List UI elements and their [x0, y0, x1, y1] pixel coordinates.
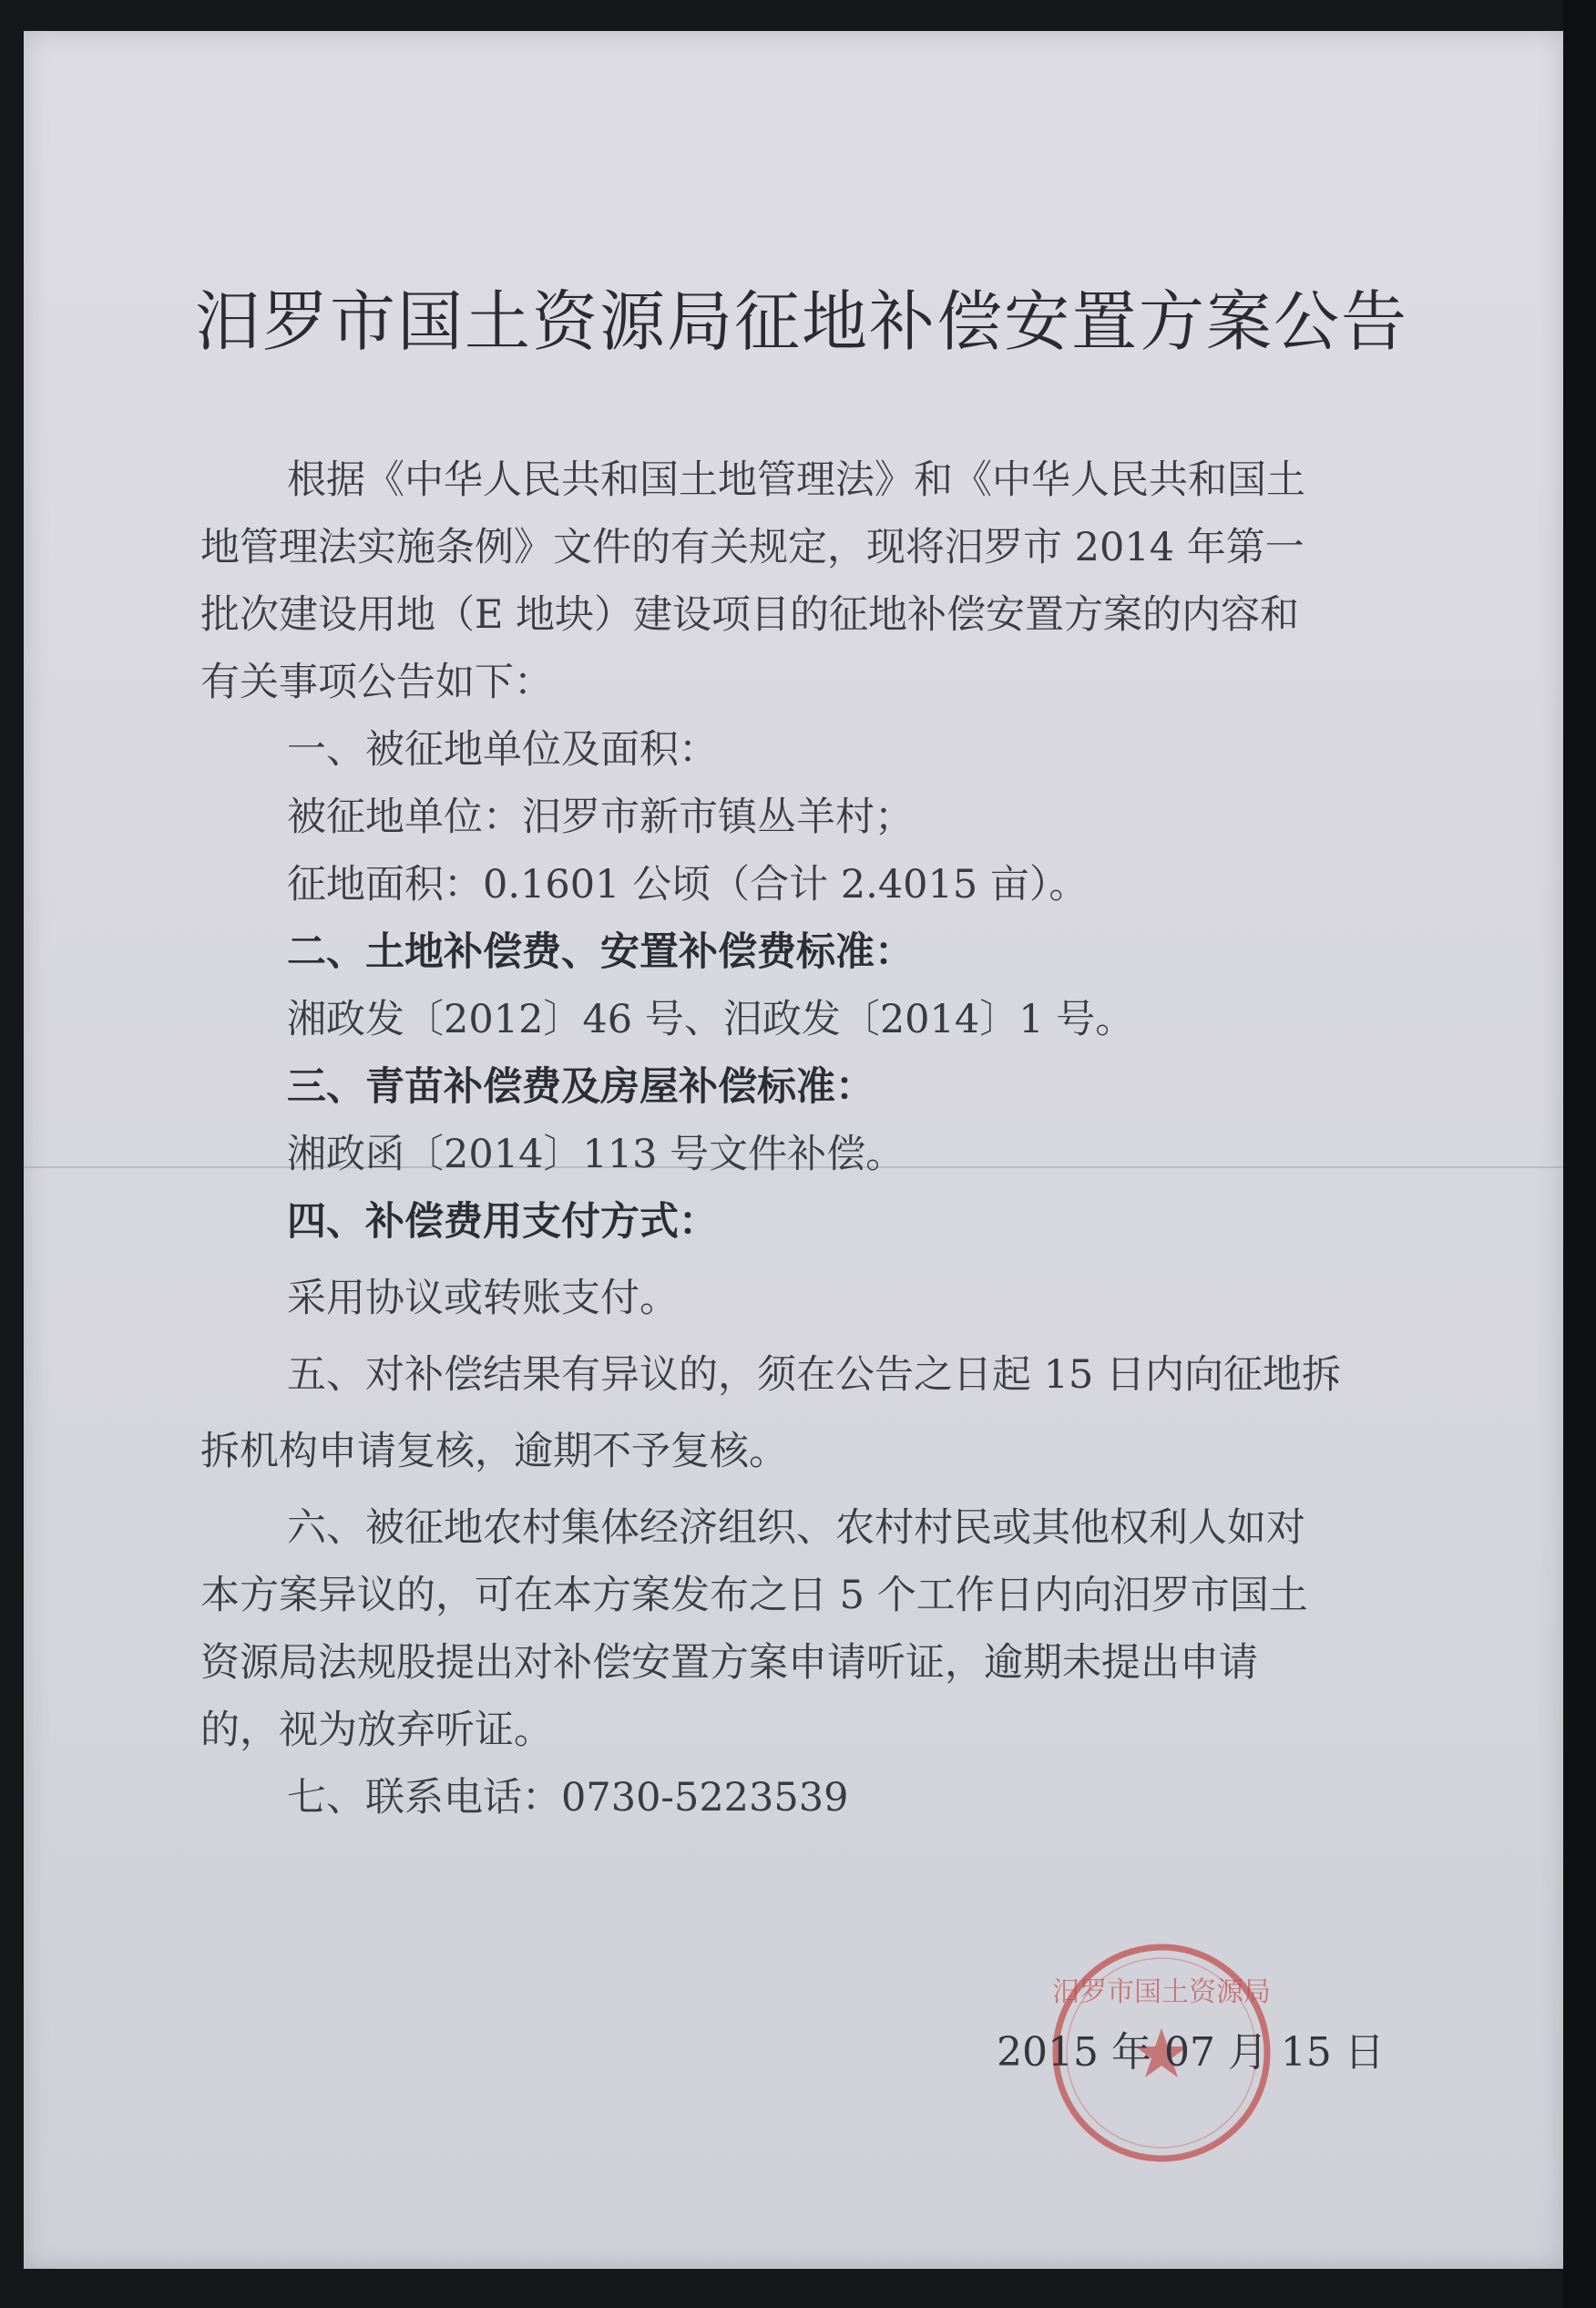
section-heading-2: 二、土地补偿费、安置补偿费标准：: [287, 929, 914, 975]
paragraph-line: 的，视为放弃听证。: [200, 1708, 553, 1753]
paragraph-line: 资源局法规股提出对补偿安置方案申请听证，逾期未提出申请: [200, 1640, 1258, 1686]
paragraph-line: 根据《中华人民共和国土地管理法》和《中华人民共和国土: [287, 457, 1305, 503]
scanner-edge: [1563, 0, 1596, 2308]
paragraph-line: 被征地单位：汨罗市新市镇丛羊村；: [287, 795, 914, 840]
paragraph-line: 拆机构申请复核，逾期不予复核。: [200, 1429, 788, 1474]
paragraph-line: 采用协议或转账支付。: [287, 1276, 679, 1321]
section-heading-5: 五、对补偿结果有异议的，须在公告之日起 15 日内向征地拆: [287, 1352, 1342, 1398]
section-heading-1: 一、被征地单位及面积：: [287, 727, 718, 773]
paragraph-line: 有关事项公告如下：: [200, 660, 553, 705]
section-heading-3: 三、青苗补偿费及房屋补偿标准：: [287, 1064, 875, 1110]
section-heading-6: 六、被征地农村集体经济组织、农村村民或其他权利人如对: [287, 1505, 1305, 1551]
paragraph-line: 批次建设用地（E 地块）建设项目的征地补偿安置方案的内容和: [200, 592, 1300, 638]
section-heading-4: 四、补偿费用支付方式：: [287, 1199, 718, 1245]
paragraph-line: 湘政发〔2012〕46 号、汨政发〔2014〕1 号。: [287, 997, 1135, 1042]
paragraph-line: 湘政函〔2014〕113 号文件补偿。: [287, 1132, 905, 1177]
section-heading-7: 七、联系电话：0730-5223539: [287, 1775, 849, 1821]
paragraph-line: 征地面积：0.1601 公顷（合计 2.4015 亩）。: [287, 862, 1089, 908]
document-title: 汨罗市国土资源局征地补偿安置方案公告: [195, 283, 1409, 360]
document-date: 2015 年 07 月 15 日: [997, 2029, 1385, 2076]
paragraph-line: 本方案异议的，可在本方案发布之日 5 个工作日内向汨罗市国土: [200, 1573, 1308, 1618]
paragraph-line: 地管理法实施条例》文件的有关规定，现将汨罗市 2014 年第一: [200, 525, 1304, 570]
svg-text:汨罗市国土资源局: 汨罗市国土资源局: [1052, 1976, 1271, 2008]
